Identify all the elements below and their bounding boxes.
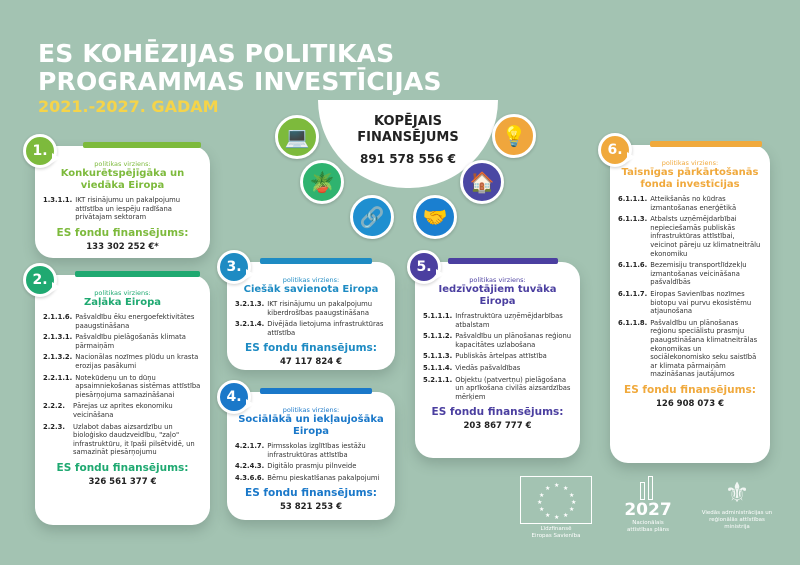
direction-label: politikas virziens: (469, 276, 526, 284)
measure-code: 4.3.6.6. (235, 473, 265, 482)
laptop-chart-icon: 💻 (275, 115, 319, 159)
measure-code: 5.1.1.4. (423, 363, 453, 372)
measure-code: 2.2.3. (43, 422, 65, 431)
coat-of-arms-icon: ⚜ (724, 476, 750, 509)
handshake-icon: 🤝 (413, 195, 457, 239)
direction-name: Iedzīvotājiem tuvāka Eiropa (438, 284, 557, 307)
card-accent-bar (448, 258, 558, 264)
measure-item (423, 352, 572, 361)
measure-item (423, 312, 572, 329)
measure-desc: IKT risinājumu un pakalpojumu kiberdrošības paaugstināšana (267, 300, 373, 317)
fund-label: ES fondu finansējums: (245, 342, 377, 355)
measure-desc: Viedās pašvaldības (455, 363, 521, 372)
measure-code: 2.2.2. (43, 402, 65, 411)
page-title (38, 40, 442, 96)
measure-code: 5.1.1.3. (423, 352, 453, 361)
npl-year: 2027 (624, 500, 672, 520)
measure-list (423, 312, 572, 401)
npl-2027-logo (618, 476, 678, 534)
card-accent-bar (260, 388, 372, 394)
fund-label: ES fondu finansējums: (624, 383, 756, 396)
npl-text-1: Nacionālais (632, 520, 664, 526)
total-label-1: KOPĒJAIS (373, 114, 443, 129)
measure-desc: Uzlabot dabas aizsardzību un bioloģisko daudzveidību, "zaļo" infrastruktūru, it īpaši pilsētvidē, un samazināt piesārņojumu (73, 422, 195, 457)
card-accent-bar (650, 141, 762, 147)
direction-label: politikas virziens: (94, 160, 151, 168)
measure-desc: Bezemisiju transportlīdzekļu izmantošanas veicināšana pašvaldībās (650, 261, 747, 287)
chain-link-icon: 🔗 (350, 195, 394, 239)
measure-item (618, 215, 762, 258)
direction-name: Konkurētspējīgāka un viedāka Eiropa (60, 168, 185, 191)
fund-value: 133 302 252 €* (86, 241, 159, 252)
direction-name: Sociālākā un iekļaujošāka Eiropa (238, 414, 384, 437)
measure-item (43, 353, 202, 370)
ministry-text-1: Viedās administrācijas un (701, 510, 773, 516)
card-number-badge: 2. (23, 263, 57, 297)
measure-item (618, 290, 762, 316)
title-line-2: PROGRAMMAS INVESTĪCIJAS (38, 67, 442, 96)
card-number-badge: 1. (23, 134, 57, 168)
measure-code: 1.3.1.1. (43, 196, 73, 204)
fund-value: 203 867 777 € (463, 421, 532, 432)
direction-name: Taisnīgas pārkārtošanās fonda investīcijas (621, 167, 759, 190)
measure-desc: Pirmsskolas izglītības iestāžu infrastruktūras attīstība (267, 442, 366, 459)
fund-value: 326 561 377 € (88, 476, 157, 487)
measure-item (618, 261, 762, 287)
policy-card-4 (226, 389, 395, 520)
direction-label: politikas virziens: (94, 289, 151, 297)
measure-list (618, 195, 762, 379)
measure-item (43, 423, 202, 457)
npl-text-2: attīstības plāns (627, 527, 669, 533)
ministry-text-2: reģionālās attīstības (709, 517, 765, 523)
measure-item (43, 402, 202, 419)
measure-list (43, 313, 202, 457)
measure-item (235, 300, 387, 317)
measure-desc: Infrastruktūra uzņēmējdarbības atbalstam (455, 312, 563, 329)
measure-code: 6.1.1.6. (618, 261, 648, 270)
fund-label: ES fondu finansējums: (56, 226, 189, 239)
measure-desc: Pašvaldību ēku energoefektivitātes paaugstināšana (75, 313, 195, 330)
page-subtitle: 2021.-2027. GADAM (38, 97, 219, 116)
measure-code: 6.1.1.3. (618, 215, 648, 224)
measure-desc: Eiropas Savienības nozīmes biotopu vai purvu ekosistēmu atjaunošana (650, 289, 752, 316)
measure-desc: Atbalsts uzņēmējdarbībai nepieciešamās publiskās infrastruktūras attīstībai, veicinot pāreju uz klimatneitrālu ekonomiku (650, 215, 761, 258)
card-accent-bar (260, 258, 372, 264)
house-icon: 🏠 (460, 160, 504, 204)
policy-card-6 (607, 142, 770, 463)
card-number-badge: 5. (407, 250, 441, 284)
measure-desc: Divējāda lietojuma infrastruktūras attīstība (267, 320, 384, 337)
measure-desc: Pašvaldību un plānošanas reģionu kapacitātes uzlabošana (455, 332, 572, 349)
eu-logo-text-2: Eiropas Savienība (531, 533, 581, 539)
policy-card-2 (32, 272, 210, 525)
card-number-badge: 3. (217, 250, 251, 284)
fund-label: ES fondu finansējums: (431, 406, 564, 419)
measure-list (235, 442, 387, 482)
policy-card-3 (226, 259, 395, 370)
measure-item (43, 374, 202, 400)
measure-item (618, 195, 762, 212)
total-value: 891 578 556 € (359, 152, 457, 166)
measure-item (43, 313, 202, 330)
fund-value: 126 908 073 € (655, 398, 725, 409)
fund-label: ES fondu finansējums: (245, 487, 377, 500)
measure-list (235, 300, 387, 337)
fund-label: ES fondu finansējums: (56, 461, 189, 474)
plant-pot-icon: 🪴 (300, 160, 344, 204)
title-line-1: ES KOHĒZIJAS POLITIKAS (38, 39, 395, 68)
measure-code: 3.2.1.3. (235, 300, 265, 308)
measure-item (618, 319, 762, 379)
measure-desc: Pašvaldību pielāgošanās klimata pārmaiņām (75, 333, 186, 350)
measure-code: 5.2.1.1. (423, 375, 453, 384)
measure-code: 2.1.3.1. (43, 333, 73, 342)
direction-name: Zaļāka Eiropa (83, 297, 162, 308)
measure-desc: IKT risinājumu un pakalpojumu attīstība un iespēju radīšana privātajam sektoram (75, 196, 181, 222)
npl-bars-icon (618, 476, 678, 500)
measure-code: 6.1.1.7. (618, 289, 648, 298)
measure-item (235, 320, 387, 337)
measure-item (235, 442, 387, 459)
measure-desc: Atteikšanās no kūdras izmantošanas enerģētikā (650, 195, 737, 212)
card-number-badge: 6. (598, 133, 632, 167)
card-accent-bar (83, 142, 201, 148)
card-number-badge: 4. (217, 380, 251, 414)
measure-desc: Pārejas uz aprites ekonomiku veicināšana (73, 402, 173, 419)
direction-name: Ciešāk savienota Eiropa (243, 284, 379, 295)
fund-value: 53 821 253 € (279, 502, 343, 513)
measure-code: 5.1.1.2. (423, 332, 453, 341)
measure-desc: Pašvaldību un plānošanas reģionu speciālistu prasmju paaugstināšana klimatneitrālas ekonomikas un sociālekonomisko seku saistībā ar klimata pārmaiņām mazināšanas jautājumos (650, 318, 758, 379)
direction-label: politikas virziens: (282, 406, 340, 414)
measure-desc: Objektu (patvertņu) pielāgošana un aprīkošana civilās aizsardzības mērķiem (455, 375, 571, 401)
measure-desc: Bērnu pieskatīšanas pakalpojumi (267, 473, 380, 482)
measure-item (235, 462, 387, 471)
measure-desc: Publiskās ārtelpas attīstība (455, 352, 547, 361)
ministry-text-3: ministrija (724, 524, 750, 530)
measure-code: 3.2.1.4. (235, 320, 265, 329)
measure-item (423, 332, 572, 349)
direction-label: politikas virziens: (282, 276, 340, 284)
measure-list (43, 196, 202, 222)
measure-item (43, 196, 202, 222)
direction-label: politikas virziens: (661, 159, 719, 167)
eu-flag-icon: ★ ★ ★ ★ ★ ★ ★ ★ ★ ★ ★ ★ (520, 476, 592, 524)
ministry-logo (695, 476, 779, 531)
policy-card-5 (415, 259, 580, 458)
measure-item (423, 364, 572, 373)
total-label-2: FINANSĒJUMS (357, 130, 459, 145)
measure-item (423, 376, 572, 402)
measure-item (43, 333, 202, 350)
eu-logo-text-1: Līdzfinansē (540, 526, 572, 532)
lightbulb-icon: 💡 (492, 114, 536, 158)
measure-code: 5.1.1.1. (423, 312, 453, 320)
measure-desc: Notekūdeņu un to dūņu apsaimniekošanas sistēmas attīstība piesārņojuma samazināšanai (75, 373, 201, 399)
measure-item (235, 474, 387, 483)
measure-desc: Nacionālas nozīmes plūdu un krasta erozijas pasākumi (75, 353, 199, 370)
policy-card-1 (32, 143, 210, 258)
measure-code: 2.1.1.6. (43, 313, 73, 321)
eu-cofunded-logo (518, 476, 594, 540)
measure-code: 4.2.1.7. (235, 442, 265, 450)
measure-code: 6.1.1.8. (618, 318, 648, 327)
measure-code: 2.2.1.1. (43, 373, 73, 382)
card-accent-bar (75, 271, 200, 277)
measure-code: 6.1.1.1. (618, 195, 648, 203)
measure-desc: Digitālo prasmju pilnveide (267, 462, 357, 471)
fund-value: 47 117 824 € (279, 357, 343, 368)
measure-code: 2.1.3.2. (43, 353, 73, 362)
measure-code: 4.2.4.3. (235, 462, 265, 471)
